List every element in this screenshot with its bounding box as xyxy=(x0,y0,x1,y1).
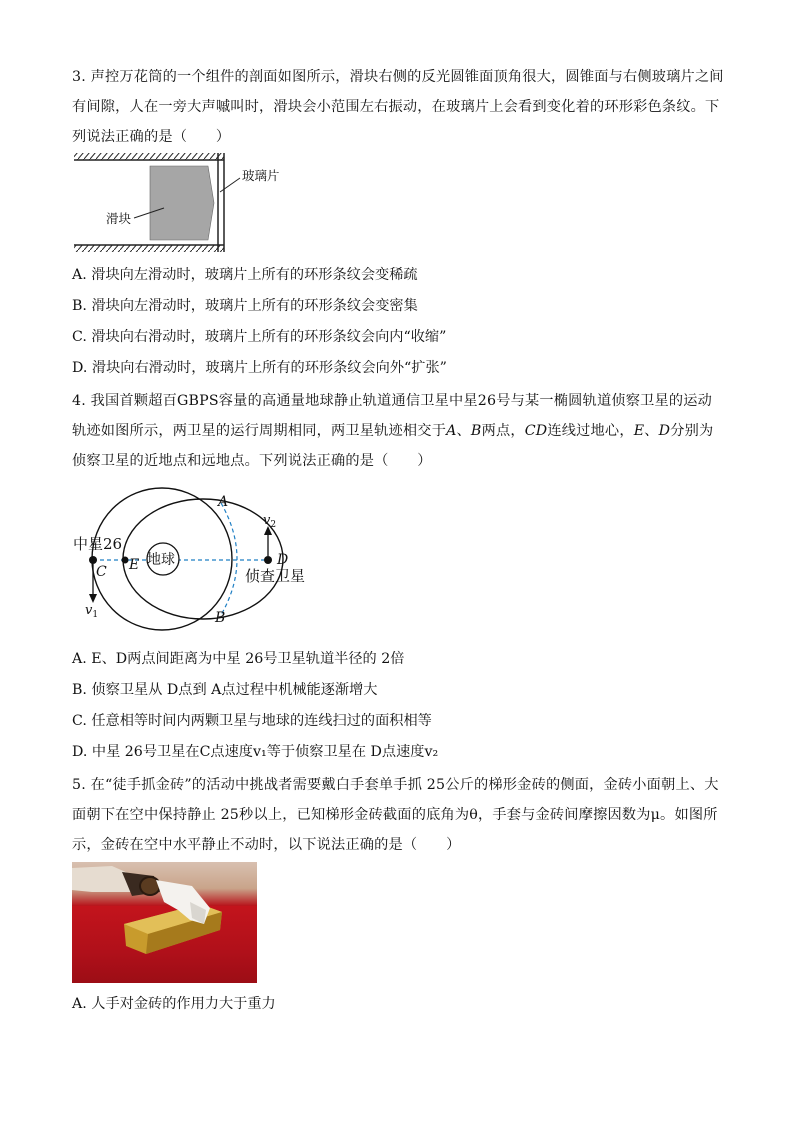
q4-sep-1: 、 xyxy=(456,423,471,439)
orbit-label-d: D xyxy=(277,552,289,568)
q4-line-cd: CD xyxy=(524,423,548,439)
orbit-label-earth: 地球 xyxy=(147,552,175,568)
q4-point-e: E xyxy=(633,423,645,439)
q4-point-d: D xyxy=(658,423,671,439)
question-3-figure xyxy=(72,152,302,256)
q4-option-b: B. 侦察卫星从 D点到 A点过程中机械能逐渐增大 xyxy=(72,682,378,698)
orbit-label-v2: $v_2$ xyxy=(263,513,277,530)
orbit-label-spy-satellite: 侦查卫星 xyxy=(245,567,306,585)
q4-point-b: B xyxy=(470,423,482,439)
orbit-label-c: C xyxy=(96,564,107,580)
orbit-label-e: E xyxy=(129,557,140,573)
orbit-label-v1: $v_1$ xyxy=(85,603,99,620)
q4-stem-mid-1: 两点， xyxy=(481,423,525,439)
q4-point-a: A xyxy=(446,423,457,439)
q4-option-d: D. 中星 26号卫星在C点速度v₁等于侦察卫星在 D点速度v₂ xyxy=(72,744,439,760)
q4-stem-pre: 4. 我国首颗超百GBPS容量的高通量地球静止轨道通信卫星中星26号与某一椭圆轨道侦察卫星的运动轨迹如图所示，两卫星的运行周期相同，两卫星轨迹相交于 xyxy=(72,393,713,439)
q3-option-b: B. 滑块向左滑动时，玻璃片上所有的环形条纹会变密集 xyxy=(72,298,418,314)
question-4-orbit-figure xyxy=(68,482,328,632)
q3-option-c: C. 滑块向右滑动时，玻璃片上所有的环形条纹会向内“收缩” xyxy=(72,329,447,345)
q3-option-a: A. 滑块向左滑动时，玻璃片上所有的环形条纹会变稀疏 xyxy=(72,267,418,283)
orbit-label-b: B xyxy=(215,610,226,626)
q4-stem-mid-2: 连线过地心， xyxy=(547,423,634,439)
label-glass: 玻璃片 xyxy=(242,168,280,183)
q4-option-a: A. E、D两点间距离为中星 26号卫星轨道半径的 2倍 xyxy=(72,651,405,667)
q4-option-c: C. 任意相等时间内两颗卫星与地球的连线扫过的面积相等 xyxy=(72,713,432,729)
question-5-stem: 5. 在“徒手抓金砖”的活动中挑战者需要戴白手套单手抓 25公斤的梯形金砖的侧面，金砖小面朝上、大面朝下在空中保持静止 25秒以上，已知梯形金砖截面的底角为θ，手套与金砖间摩擦因数为μ。如图所示，金砖在空中水平静止不动时，以下说法正确的是（ ） xyxy=(72,777,719,853)
q5-option-a: A. 人手对金砖的作用力大于重力 xyxy=(72,996,276,1012)
q3-option-d: D. 滑块向右滑动时，玻璃片上所有的环形条纹会向外“扩张” xyxy=(72,360,447,376)
label-slider: 滑块 xyxy=(106,211,132,226)
q4-stem-post: 分别为侦察卫星的近地点和远地点。下列说法正确的是（ ） xyxy=(72,423,714,469)
question-3-stem: 3. 声控万花筒的一个组件的剖面如图所示，滑块右侧的反光圆锥面顶角很大，圆锥面与右侧玻璃片之间有间隙，人在一旁大声嘁叫时，滑块会小范围左右振动，在玻璃片上会看到变化着的环形彩色条纹。下列说法正确的是（ ） xyxy=(72,69,724,145)
gold-brick-photo xyxy=(72,862,257,983)
orbit-label-zhongxing26: 中星26 xyxy=(73,535,123,553)
q4-sep-2: 、 xyxy=(644,423,659,439)
orbit-label-a: A xyxy=(218,494,229,510)
question-4-stem xyxy=(72,386,724,476)
